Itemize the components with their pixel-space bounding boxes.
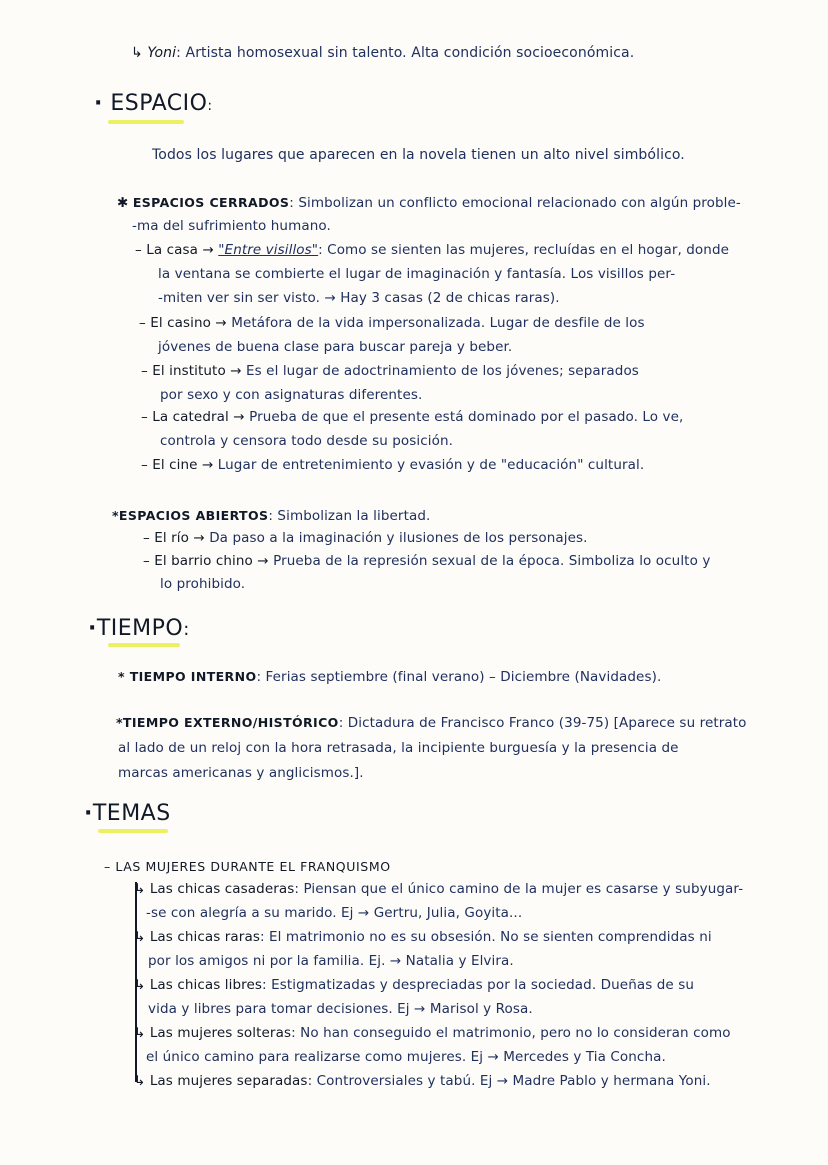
heading-tiempo: ·TIEMPO:: [88, 616, 190, 641]
item-barrio-chino-l2: lo prohibido.: [160, 576, 246, 592]
item-barrio-chino: – El barrio chino → Prueba de la represión sexual de la época. Simboliza lo oculto y: [143, 553, 711, 569]
abiertos-title: *ESPACIOS ABIERTOS: [112, 508, 269, 523]
arrow-icon: →: [225, 363, 247, 379]
interno-title: * TIEMPO INTERNO: [118, 669, 257, 684]
item-cine: – El cine → Lugar de entretenimiento y evasión y de "educación" cultural.: [141, 457, 645, 473]
item-instituto: – El instituto → Es el lugar de adoctrinamiento de los jóvenes; separados: [141, 363, 639, 379]
yoni-text: : Artista homosexual sin talento. Alta condición socioeconómica.: [176, 45, 635, 61]
tema-libres: ↳ Las chicas libres: Estigmatizadas y despreciadas por la sociedad. Dueñas de su: [134, 977, 695, 993]
yoni-line: [131, 42, 634, 66]
item-casa-l2: la ventana se combierte el lugar de imaginación y fantasía. Los visillos per-: [158, 266, 676, 282]
arrow-icon: →: [198, 242, 219, 258]
tema-casaderas: ↳ Las chicas casaderas: Piensan que el único camino de la mujer es casarse y subyugar-: [134, 881, 744, 897]
cerrados-desc-2: -ma del sufrimiento humano.: [132, 218, 331, 234]
tema-libres-l2: vida y libres para tomar decisiones. Ej → Marisol y Rosa.: [148, 1001, 533, 1017]
item-rio: – El río → Da paso a la imaginación y ilusiones de los personajes.: [143, 530, 588, 546]
heading-temas: ·TEMAS: [84, 801, 171, 826]
highlight-espacio: [108, 120, 184, 124]
externo-title: *TIEMPO EXTERNO/HISTÓRICO: [116, 715, 339, 730]
hook-arrow-icon: ↳: [131, 45, 143, 61]
tiempo-interno: * TIEMPO INTERNO: Ferias septiembre (final verano) – Diciembre (Navidades).: [118, 669, 662, 685]
item-casa: – La casa → "Entre visillos": Como se sienten las mujeres, recluídas en el hogar, donde: [135, 242, 730, 258]
item-catedral-l2: controla y censora todo desde su posición.: [160, 433, 454, 449]
tema-casaderas-l2: -se con alegría a su marido. Ej → Gertru, Julia, Goyita...: [146, 905, 523, 921]
tiempo-externo: *TIEMPO EXTERNO/HISTÓRICO: Dictadura de Francisco Franco (39-75) [Aparece su retrato: [116, 715, 747, 731]
tema-raras-l2: por los amigos ni por la familia. Ej. → Natalia y Elvira.: [148, 953, 514, 969]
item-instituto-l2: por sexo y con asignaturas diferentes.: [160, 387, 423, 403]
temas-subheading: – LAS MUJERES DURANTE EL FRANQUISMO: [104, 859, 391, 874]
tema-raras: ↳ Las chicas raras: El matrimonio no es su obsesión. No se sienten comprendidas ni: [134, 929, 712, 945]
tema-solteras: ↳ Las mujeres solteras: No han conseguido el matrimonio, pero no lo consideran como: [134, 1025, 731, 1041]
abiertos-title-line: *ESPACIOS ABIERTOS: Simbolizan la libertad.: [112, 508, 431, 524]
tema-separadas: ↳ Las mujeres separadas: Controversiales y tabú. Ej → Madre Pablo y hermana Yoni.: [134, 1073, 711, 1089]
espacio-intro: Todos los lugares que aparecen en la novela tienen un alto nivel simbólico.: [152, 147, 685, 163]
highlight-temas: [98, 829, 168, 833]
arrow-icon: →: [197, 457, 218, 473]
arrow-icon: →: [211, 315, 232, 331]
arrow-icon: →: [188, 530, 210, 546]
item-casa-l3: -miten ver sin ser visto. → Hay 3 casas (2 de chicas raras).: [158, 290, 560, 306]
cerrados-title-line: ✱ ESPACIOS CERRADOS: Simbolizan un conflicto emocional relacionado con algún proble-: [117, 195, 741, 211]
heading-espacio: · ESPACIO:: [94, 91, 213, 116]
tema-solteras-l2: el único camino para realizarse como mujeres. Ej → Mercedes y Tia Concha.: [146, 1049, 666, 1065]
item-casino-l2: jóvenes de buena clase para buscar pareja y beber.: [158, 339, 513, 355]
tiempo-externo-l3: marcas americanas y anglicismos.].: [118, 765, 364, 781]
arrow-icon: →: [252, 553, 274, 569]
tiempo-externo-l2: al lado de un reloj con la hora retrasada, la incipiente burguesía y la presencia de: [118, 740, 679, 756]
yoni-name: Yoni: [147, 45, 177, 61]
arrow-icon: →: [228, 409, 250, 425]
item-catedral: – La catedral → Prueba de que el presente está dominado por el pasado. Lo ve,: [141, 409, 684, 425]
item-casino: – El casino → Metáfora de la vida impersonalizada. Lugar de desfile de los: [139, 315, 645, 331]
cerrados-title: ESPACIOS CERRADOS: [132, 195, 290, 210]
